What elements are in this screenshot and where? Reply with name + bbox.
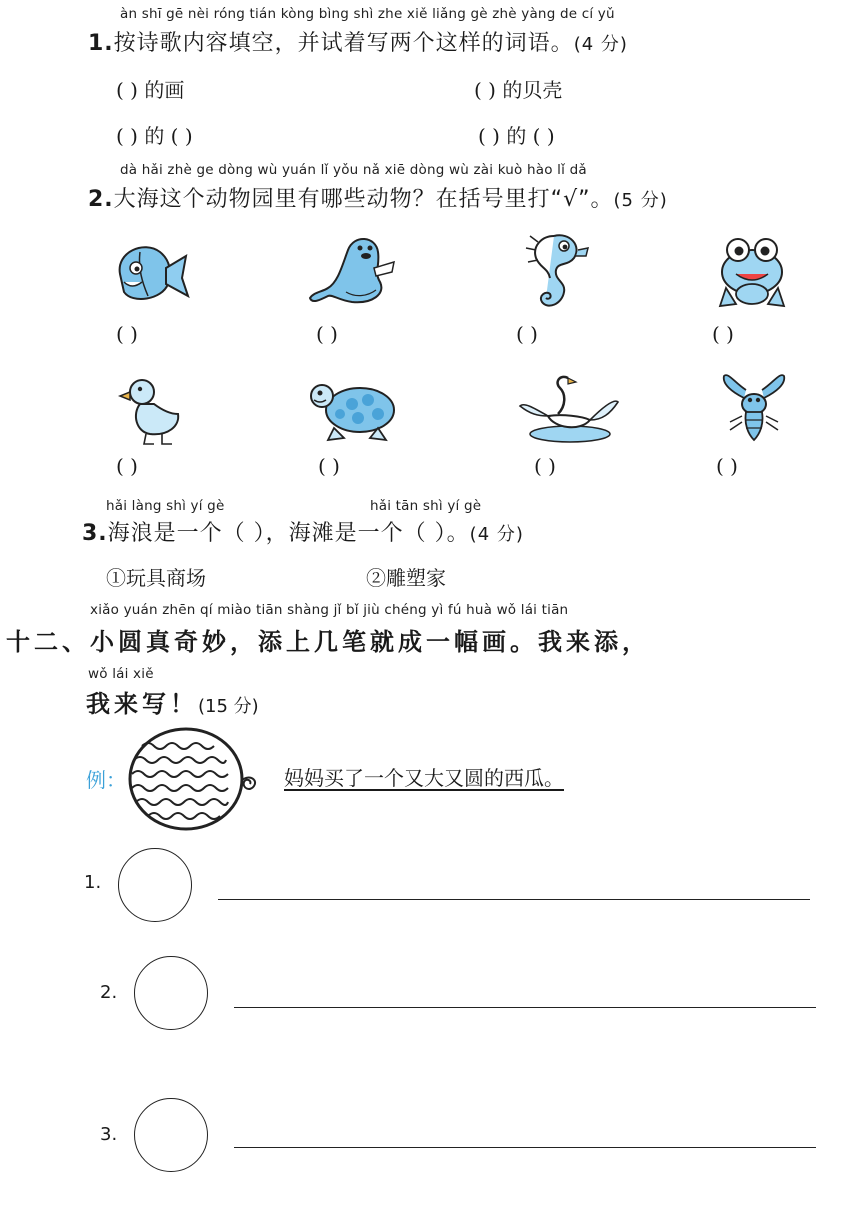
- s12-title-line1: [6, 622, 650, 657]
- frog-icon: [712, 232, 792, 312]
- s12-pinyin-line1: xiǎo yuán zhēn qí miào tiān shàng jǐ bǐ jiù chéng yì fú huà wǒ lái tiān: [90, 602, 569, 618]
- example-label: 例：: [86, 768, 126, 792]
- q1-blank-row2-right[interactable]: ( ) 的 ( ): [478, 124, 555, 148]
- q2-prompt: [88, 182, 668, 213]
- s12-pinyin-line2: wǒ lái xiě: [88, 666, 154, 682]
- turtle-icon: [306, 380, 402, 446]
- swan-icon: [518, 372, 620, 448]
- item-1-circle: [118, 848, 192, 922]
- q3-pinyin-b: hǎi tān shì yí gè: [370, 498, 482, 514]
- item-2-answer-line[interactable]: [234, 1007, 816, 1008]
- seal-icon: [308, 232, 400, 310]
- q2-blank-5[interactable]: ( ): [116, 454, 138, 478]
- q1-blank-row2-left[interactable]: ( ) 的 ( ): [116, 124, 193, 148]
- q1-number: 1.: [88, 31, 114, 56]
- q1-text: 按诗歌内容填空，并试着写两个这样的词语。: [113, 31, 574, 56]
- item-3-number: 3.: [100, 1124, 118, 1145]
- q1-score: (4 分): [573, 34, 628, 55]
- duck-icon: [118, 374, 188, 446]
- q2-blank-8[interactable]: ( ): [716, 454, 738, 478]
- item-1-answer-line[interactable]: [218, 899, 810, 900]
- q2-text: 大海这个动物园里有哪些动物？在括号里打“√”。: [113, 187, 614, 212]
- s12-number: 十二、: [6, 628, 90, 656]
- item-3-circle: [134, 1098, 208, 1172]
- q3-score: (4 分): [469, 524, 524, 545]
- q2-blank-1[interactable]: ( ): [116, 322, 138, 346]
- item-3-answer-line[interactable]: [234, 1147, 816, 1148]
- item-2-circle: [134, 956, 208, 1030]
- q3-text-a: 海浪是一个（ ），: [107, 521, 289, 546]
- example-sentence: 妈妈买了一个又大又圆的西瓜。: [284, 766, 564, 790]
- q3-text-b: 海滩是一个（ ）。: [288, 521, 470, 546]
- item-2-number: 2.: [100, 982, 118, 1003]
- fish-icon: [108, 238, 190, 310]
- s12-title-text: 小圆真奇妙，添上几笔就成一幅画。我来添，: [90, 628, 650, 656]
- q1-blank-row1-right[interactable]: ( ) 的贝壳: [474, 78, 563, 102]
- q1-pinyin: àn shī gē nèi róng tián kòng bìng shì zhe xiě liǎng gè zhè yàng de cí yǔ: [120, 6, 615, 22]
- q2-blank-6[interactable]: ( ): [318, 454, 340, 478]
- s12-title-text-2: 我来写！: [86, 690, 198, 718]
- watermelon-icon: [124, 724, 260, 834]
- q3-pinyin-a: hǎi làng shì yí gè: [106, 498, 225, 514]
- seahorse-icon: [518, 228, 590, 316]
- q3-number: 3.: [82, 521, 108, 546]
- q2-blank-4[interactable]: ( ): [712, 322, 734, 346]
- q1-prompt: [88, 26, 628, 57]
- item-1-number: 1.: [84, 872, 102, 893]
- q2-blank-7[interactable]: ( ): [534, 454, 556, 478]
- s12-score: (15 分): [198, 696, 259, 717]
- q3-option-1: ①玩具商场: [106, 566, 206, 590]
- q2-number: 2.: [88, 187, 114, 212]
- q3-prompt: [82, 516, 524, 547]
- q2-score: (5 分): [613, 190, 668, 211]
- s12-title-line2: [86, 684, 259, 719]
- q2-blank-3[interactable]: ( ): [516, 322, 538, 346]
- q2-blank-2[interactable]: ( ): [316, 322, 338, 346]
- lobster-icon: [720, 370, 788, 446]
- q3-option-2: ②雕塑家: [366, 566, 446, 590]
- q1-blank-row1-left[interactable]: ( ) 的画: [116, 78, 185, 102]
- q2-pinyin: dà hǎi zhè ge dòng wù yuán lǐ yǒu nǎ xiē dòng wù zài kuò hào lǐ dǎ: [120, 162, 587, 178]
